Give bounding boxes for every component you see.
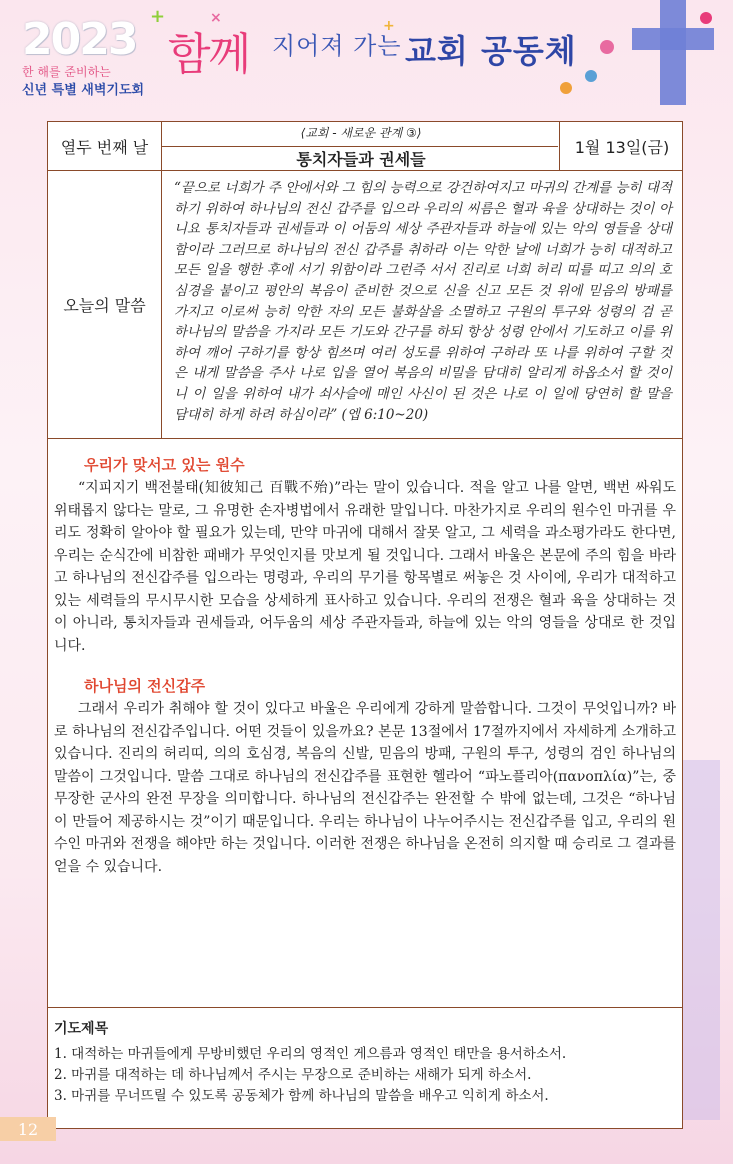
prayer-item: 2. 마귀를 대적하는 데 하나님께서 주시는 무장으로 준비하는 새해가 되게 하소서. [54, 1067, 532, 1083]
section-heading: 하나님의 전신갑주 [84, 677, 206, 695]
section-paragraph: 그래서 우리가 취해야 할 것이 있다고 바울은 우리에게 강하게 말씀합니다. 그것이 무엇입니까? 바로 하나님의 전신갑주입니다. 어떤 것들이 있을까요? 본문 13절에서 17절까지에서 자세하게 소개하고 있습니다. 진리의 허리띠, 의의 호심경, 복음의 신발, 믿음의 방패, 구원의 투구, 성령의 검인 하나님의 말씀이 그것입니다. 말씀 그대로 하나님의 전신갑주를 표현한 헬라어 “파노플리아(πανοπλία)”는, 중무장한 군사의 완전 무장을 의미합니다. 하나님의 전신갑주는 완전할 수 밖에 없는데, 그것은 “하나님이 만들어 제공하시는 것”이기 때문입니다. 우리는 하나님이 나누어주시는 전신갑주를 입고, 우리의 원수인 마귀와 전쟁을 해야만 하는 것입니다. 이러한 전쟁은 하나님을 온전히 의지할 때 승리로 그 결과를 얻을 수 있습니다. [54, 701, 676, 875]
prayer-topics [54, 1018, 674, 1107]
people-illustration [560, 82, 572, 94]
people-illustration [585, 70, 597, 82]
page-header [0, 0, 733, 110]
cross-mark-icon: × [210, 10, 222, 26]
people-illustration [700, 12, 712, 24]
devotion-card [47, 121, 683, 1129]
today-word-label: 오늘의 말씀 [63, 295, 146, 315]
people-illustration [600, 40, 614, 54]
scripture-verse: “끝으로 너희가 주 안에서와 그 힘의 능력으로 강건하여지고 마귀의 간계를 능히 대적하기 위하여 하나님의 전신 갑주를 입으라 우리의 씨름은 혈과 육을 상대하는 것이 아니요 통치자들과 권세들과 이 어둠의 세상 주관자들과 하늘에 있는 악의 영들을 상대함이라 그러므로 하나님의 전신 갑주를 취하라 이는 악한 날에 너희가 능히 대적하고 모든 일을 행한 후에 서기 위함이라 그런즉 서서 진리로 너희 허리 띠를 띠고 의의 호심경을 붙이고 평안의 복음이 준비한 것으로 신을 신고 모든 것 위에 믿음의 방패를 가지고 이로써 능히 악한 자의 모든 불화살을 소멸하고 구원의 투구와 성령의 검 곧 하나님의 말씀을 가지라 모든 기도와 간구를 하되 항상 성령 안에서 기도하고 이를 위하여 깨어 구하기를 항상 힘쓰며 여러 성도를 위하여 구하라 또 나를 위하여 구할 것은 내게 말씀을 주사 나로 입을 열어 복음의 비밀을 담대히 알리게 하옵소서 할 것이니 이 일을 위하여 내가 쇠사슬에 매인 사신이 된 것은 나로 이 일에 당연히 할 말을 담대히 하게 하려 하심이라” (엡 6:10~20) [174, 180, 672, 423]
section-paragraph: “지피지기 백전불태(知彼知己 百戰不殆)”라는 말이 있습니다. 적을 알고 나를 알면, 백번 싸워도 위태롭지 않다는 말로, 그 유명한 손자병법에서 유래한 말입니다. 마찬가지로 우리의 원수인 마귀를 우리도 정확히 알아야 할 필요가 있는데, 만약 마귀에 대해서 잘못 알고, 그 세력을 과소평가라도 한다면, 우리는 순식간에 비참한 패배가 무엇인지를 맛보게 될 것입니다. 그래서 바울은 본문에 주의 힘을 바라고 하나님의 전신갑주를 입으라는 명령과, 우리의 무기를 항목별로 써놓은 것 사이에, 우리가 대적하고 있는 세력들의 무시무시한 모습을 상세하게 표사하고 있습니다. 우리의 전쟁은 혈과 육을 상대하는 것이 아니라, 통치자들과 권세들과, 어두움의 세상 주관자들과, 하늘에 있는 악의 영들을 상대로 한 것입니다. [54, 480, 676, 654]
title-church-community: 교회 공동체 [405, 32, 577, 70]
header-subtitle-2: 신년 특별 새벽기도회 [22, 83, 145, 98]
plus-icon: + [150, 6, 166, 27]
category-label: ⟨교회 - 새로운 관계 ③⟩ [300, 126, 422, 140]
prayer-item: 3. 마귀를 무너뜨릴 수 있도록 공동체가 함께 하나님의 말씀을 배우고 익히게 하소서. [54, 1088, 549, 1104]
header-subtitle-1: 한 해를 준비하는 [22, 65, 111, 79]
prayer-heading: 기도제목 [54, 1021, 109, 1037]
plus-icon: + [383, 18, 395, 34]
date-label: 1월 13일(금) [574, 137, 670, 157]
prayer-item: 1. 대적하는 마귀들에게 무방비했던 우리의 영적인 게으름과 영적인 태만을 용서하소서. [54, 1046, 567, 1062]
title-being-built: 지어져 가는 [272, 32, 402, 60]
day-label: 열두 번째 날 [60, 137, 149, 157]
devotion-title: 통치자들과 권세들 [296, 150, 426, 169]
devotion-body [54, 453, 676, 878]
title-together: 함께 [168, 29, 250, 80]
section-heading: 우리가 맞서고 있는 원수 [84, 456, 245, 474]
year-logo: 2023 [22, 14, 137, 65]
page-number: 12 [0, 1117, 56, 1141]
